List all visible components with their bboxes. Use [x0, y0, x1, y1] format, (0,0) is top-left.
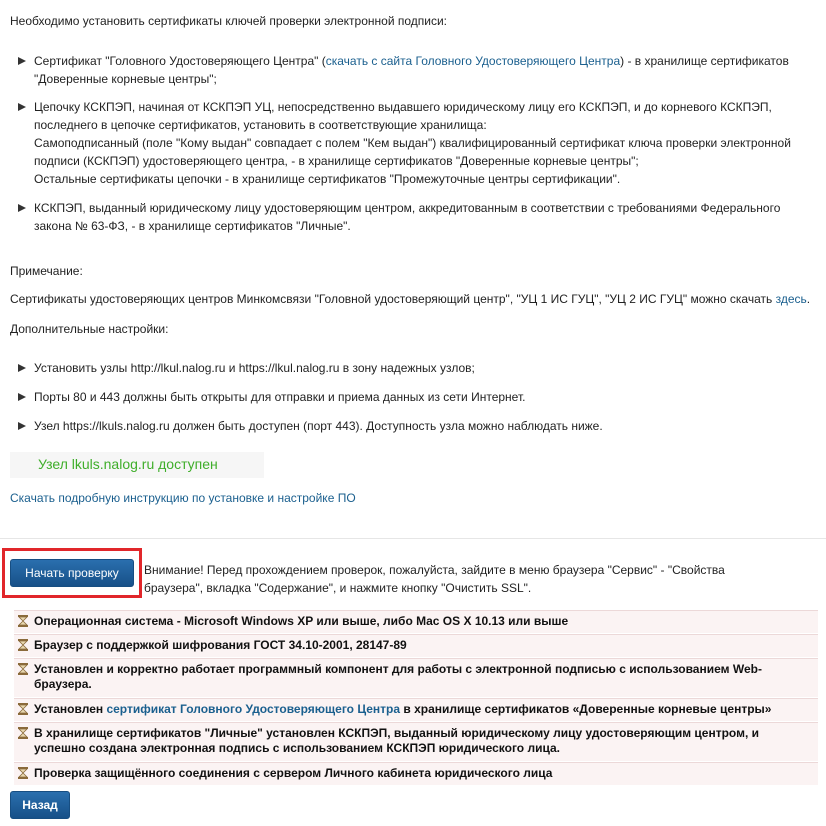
bullet-arrow-icon	[18, 103, 26, 111]
check-row-browser: Браузер с поддержкой шифрования ГОСТ 34.10-2001, 28147-89	[14, 634, 818, 657]
bullet-text: ) - в хранилище сертификатов "Доверенные корневые центры";	[34, 54, 789, 86]
bullet-arrow-icon	[18, 57, 26, 65]
instruction-download-link[interactable]: Скачать подробную инструкцию по установке и настройке ПО	[10, 491, 356, 505]
check-row-secure-connection: Проверка защищённого соединения с сервером Личного кабинета юридического лица	[14, 762, 818, 785]
root-certificate-link[interactable]: сертификат Головного Удостоверяющего Центра	[106, 702, 401, 716]
bullet-subtext: Остальные сертификаты цепочки - в хранилище сертификатов "Промежуточные центры сертификации".	[34, 172, 621, 186]
extra-settings-label: Дополнительные настройки:	[10, 322, 169, 336]
bullet-subtext: Самоподписанный (поле "Кому выдан" совпадает с полем "Кем выдан") квалифицированный сертификат ключа проверки электронной подписи (КСКПЭП) удостоверяющего центра, - в хранилище сертификатов "Доверенные корневые центры";	[34, 136, 791, 168]
ssl-warning-text: Внимание! Перед прохождением проверок, пожалуйста, зайдите в меню браузера "Сервис" - "Свойства браузера", вкладка "Содержание", и нажмите кнопку "Очистить SSL".	[144, 563, 725, 595]
list-item	[18, 52, 808, 88]
intro-text: Необходимо установить сертификаты ключей проверки электронной подписи:	[10, 14, 448, 28]
bullet-text: КСКПЭП, выданный юридическому лицу удостоверяющим центром, аккредитованным в соответствии с требованиями Федерального закона № 63-ФЗ, - в хранилище сертификатов "Личные".	[34, 201, 781, 233]
divider	[0, 538, 826, 539]
note-text: Сертификаты удостоверяющих центров Минкомсвязи "Головной удостоверяющий центр", "УЦ 1 ИС ГУЦ", "УЦ 2 ИС ГУЦ" можно скачать здесь.	[10, 292, 811, 306]
bullet-text: Установить узлы http://lkul.nalog.ru и https://lkul.nalog.ru в зону надежных узлов;	[34, 361, 475, 375]
bullet-text: Сертификат "Головного Удостоверяющего Центра" (	[34, 54, 326, 68]
bullet-arrow-icon	[18, 393, 26, 401]
check-row-signature-component: Установлен и корректно работает программный компонент для работы с электронной подписью с использованием Web-браузера.	[14, 658, 818, 697]
bullet-arrow-icon	[18, 364, 26, 372]
hourglass-icon	[18, 703, 28, 715]
node-status-text: Узел lkuls.nalog.ru доступен	[38, 456, 218, 472]
list-item	[18, 199, 808, 235]
back-button[interactable]: Назад	[10, 791, 70, 819]
start-check-button[interactable]: Начать проверку	[10, 559, 134, 587]
hourglass-icon	[18, 615, 28, 627]
check-row-root-certificate: Установлен сертификат Головного Удостоверяющего Центра в хранилище сертификатов «Доверенные корневые центры»	[14, 698, 818, 721]
hourglass-icon	[18, 663, 28, 675]
check-row-personal-certificate: В хранилище сертификатов "Личные" установлен КСКПЭП, выданный юридическому лицу удостоверяющим центром, и успешно создана электронная подпись с использованием КСКПЭП юридического лица.	[14, 722, 818, 761]
bullet-text: Порты 80 и 443 должны быть открыты для отправки и приема данных из сети Интернет.	[34, 390, 526, 404]
bullet-text: Узел https://lkuls.nalog.ru должен быть доступен (порт 443). Доступность узла можно наблюдать ниже.	[34, 419, 603, 433]
list-item	[18, 359, 808, 377]
node-status-box	[10, 452, 264, 478]
bullet-text: Цепочку КСКПЭП, начиная от КСКПЭП УЦ, непосредственно выдавшего юридическому лицу его КСКПЭП, и до корневого КСКПЭП, последнего в цепочке сертификатов, установить в соответствующие хранилища:	[34, 100, 772, 132]
list-item	[18, 98, 808, 188]
bullet-arrow-icon	[18, 204, 26, 212]
note-label: Примечание:	[10, 264, 83, 278]
bullet-arrow-icon	[18, 422, 26, 430]
list-item	[18, 417, 808, 435]
hourglass-icon	[18, 639, 28, 651]
list-item	[18, 388, 808, 406]
root-ca-download-link[interactable]: скачать с сайта Головного Удостоверяющего Центра	[325, 54, 621, 68]
hourglass-icon	[18, 727, 28, 739]
check-row-os: Операционная система - Microsoft Windows XP или выше, либо Mac OS X 10.13 или выше	[14, 610, 818, 633]
ca-certificates-download-link[interactable]: здесь	[775, 292, 807, 306]
hourglass-icon	[18, 767, 28, 779]
